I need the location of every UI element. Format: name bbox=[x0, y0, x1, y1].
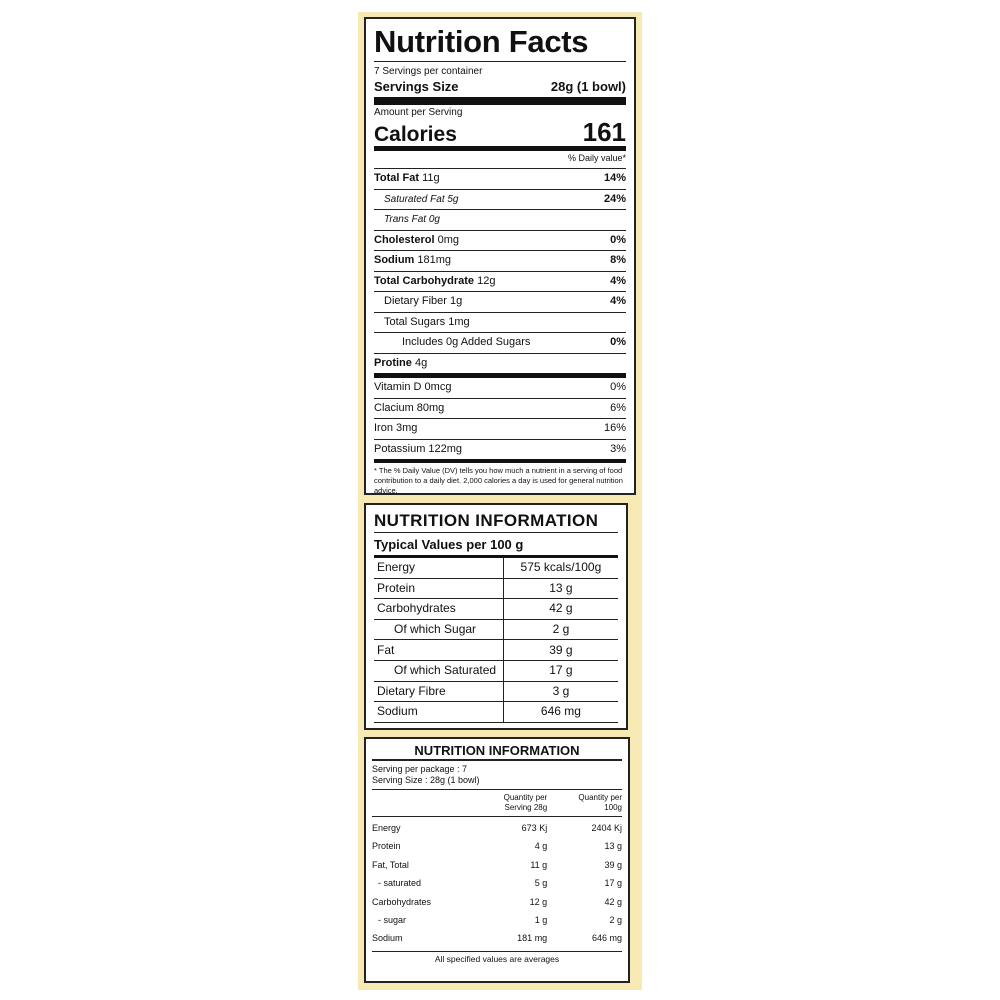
nutrient-row: Trans Fat 0g bbox=[374, 210, 626, 231]
table-row: Energy 673 Kj 2404 Kj bbox=[372, 823, 622, 833]
nutrient-row: Protine 4g bbox=[374, 354, 626, 379]
nutrient-row: Cholesterol 0mg 0% bbox=[374, 231, 626, 252]
averages-footnote: All specified values are averages bbox=[434, 953, 560, 964]
table-row: Carbohydrates 12 g 42 g bbox=[372, 896, 622, 907]
vitamin-row: Iron 3mg 16% bbox=[374, 419, 626, 440]
amount-per-serving: Amount per Serving bbox=[374, 107, 463, 118]
nutrient-row: Dietary Fiber 1g 4% bbox=[374, 292, 626, 313]
calories-value: 161 bbox=[582, 117, 626, 147]
nutrition-information-title: NUTRITION INFORMATION bbox=[374, 510, 618, 533]
vitamin-row: Potassium 122mg 3% bbox=[374, 440, 626, 464]
summary-table-header bbox=[372, 793, 622, 817]
table-row: Protein 13 g bbox=[374, 578, 618, 599]
serving-size: Serving Size : 28g (1 bowl) bbox=[372, 775, 480, 785]
calories-label: Calories bbox=[374, 123, 457, 146]
table-row: Fat 39 g bbox=[374, 640, 618, 661]
typical-values-subtitle: Typical Values per 100 g bbox=[374, 537, 524, 552]
table-row: Sodium 646 mg bbox=[374, 702, 618, 723]
serving-size-row bbox=[374, 78, 626, 105]
vitamin-row: Vitamin D 0mcg 0% bbox=[374, 378, 626, 399]
table-row: - saturated 5 g 17 g bbox=[378, 878, 622, 889]
table-row: Protein 4 g 13 g bbox=[372, 841, 622, 852]
nutrition-information-panel bbox=[364, 503, 628, 730]
table-row: Of which Sugar 2 g bbox=[374, 619, 618, 640]
serving-size-value: 28g (1 bowl) bbox=[550, 79, 626, 94]
nutrient-row: Sodium 181mg 8% bbox=[374, 251, 626, 272]
vitamin-row: Clacium 80mg 6% bbox=[374, 399, 626, 420]
nutrition-information-summary-panel bbox=[364, 737, 630, 983]
nutrient-row: Total Fat 11g 14% bbox=[374, 169, 626, 190]
daily-value-header: % Daily value* bbox=[374, 151, 626, 169]
nutrition-information-summary-title: NUTRITION INFORMATION bbox=[372, 742, 622, 761]
table-row: Of which Saturated 17 g bbox=[374, 660, 618, 681]
nutrition-facts-panel bbox=[364, 17, 636, 495]
serving-size-label: Servings Size bbox=[374, 79, 459, 94]
table-row: - sugar 1 g 2 g bbox=[378, 915, 622, 926]
nutrient-row: Total Carbohydrate 12g 4% bbox=[374, 272, 626, 293]
package-meta bbox=[372, 764, 622, 790]
column-header-per-serving: Quantity per Serving 28g bbox=[503, 793, 548, 812]
nutrition-facts-title: Nutrition Facts bbox=[374, 23, 626, 62]
servings-per-package: Serving per package : 7 bbox=[372, 764, 468, 774]
table-row: Dietary Fibre 3 g bbox=[374, 681, 618, 702]
table-row: Fat, Total 11 g 39 g bbox=[372, 859, 622, 870]
table-row: Energy 575 kcals/100g bbox=[374, 557, 618, 579]
table-row: Carbohydrates 42 g bbox=[374, 599, 618, 620]
summary-table-body bbox=[372, 817, 622, 952]
typical-values-table bbox=[374, 555, 618, 723]
nutrient-row: Total Sugars 1mg bbox=[374, 313, 626, 334]
calories-row bbox=[374, 118, 626, 151]
nutrient-row: Saturated Fat 5g 24% bbox=[374, 190, 626, 211]
column-header-per-100g: Quantity per 100g bbox=[578, 793, 622, 812]
daily-value-footnote: * The % Daily Value (DV) tells you how much a nutrient in a serving of food contribution to a daily diet. 2,000 calories a day is used for general nutrition advice. bbox=[374, 466, 623, 495]
servings-per-container: 7 Servings per container bbox=[374, 66, 483, 77]
nutrient-row: Includes 0g Added Sugars 0% bbox=[374, 333, 626, 354]
table-row: Sodium 181 mg 646 mg bbox=[372, 933, 622, 944]
